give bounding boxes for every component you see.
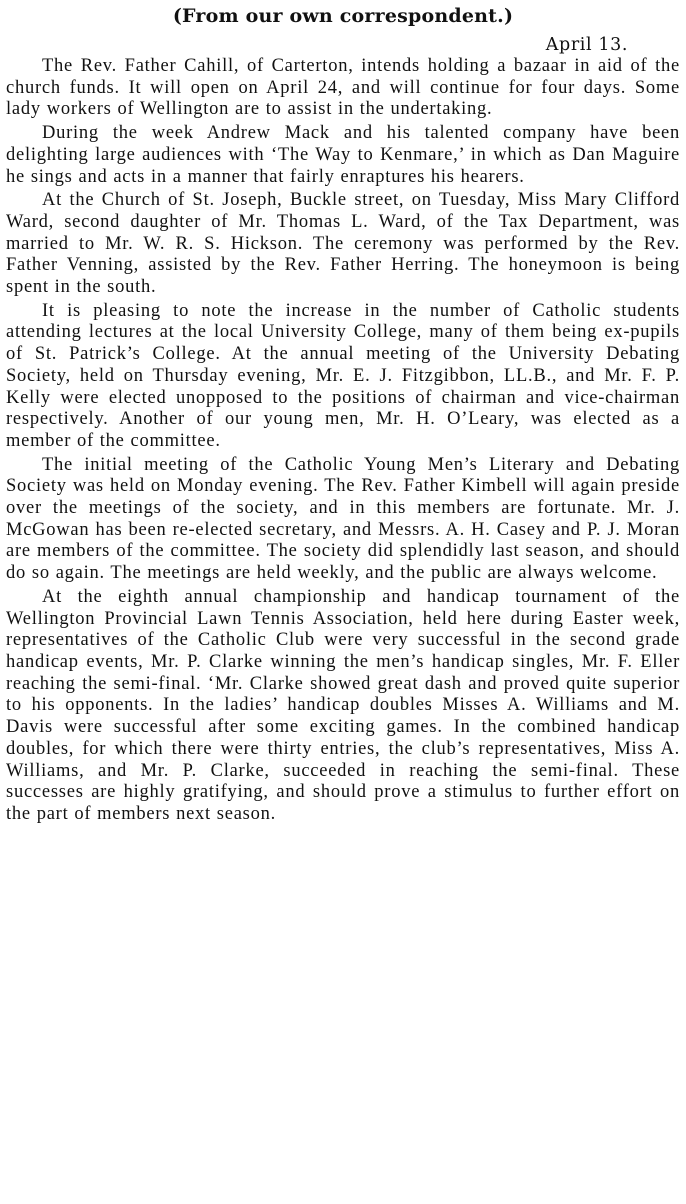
paragraph-bazaar: The Rev. Father Cahill, of Carterton, intends holding a bazaar in aid of the church funds. It will open on April 24, and will continue for four days. Some lady workers of Wellington are to assist in the undertaking. [6, 56, 680, 120]
paragraph-university: It is pleasing to note the increase in the number of Catholic students attending lectures at the local University College, many of them being ex-pupils of St. Patrick’s College. At the annual meeting of the University Debating Society, held on Thursday evening, Mr. E. J. Fitzgibbon, LL.B., and Mr. F. P. Kelly were elected unopposed to the positions of chairman and vice-chairman respectively. Another of our young men, Mr. H. O’Leary, was elected as a member of the committee. [6, 300, 680, 451]
dateline: April 13. [545, 35, 628, 55]
paragraph-theatre: During the week Andrew Mack and his talented company have been delighting large audiences with ‘The Way to Kenmare,’ in which as Dan Maguire he sings and acts in a manner that fairly enraptures his hearers. [6, 123, 680, 187]
correspondent-heading: (From our own correspondent.) [172, 5, 514, 27]
paragraph-debating-society: The initial meeting of the Catholic Young Men’s Literary and Debating Society was held on Monday evening. The Rev. Father Kimbell will again preside over the meetings of the society, and in this members are fortunate. Mr. J. McGowan has been re-elected secretary, and Messrs. A. H. Casey and P. J. Moran are members of the committee. The society did splendidly last season, and should do so again. The meetings are held weekly, and the public are always welcome. [6, 454, 680, 584]
paragraph-tennis: At the eighth annual championship and handicap tournament of the Wellington Provincial Lawn Tennis Association, held here during Easter week, representatives of the Catholic Club were very successful in the second grade handicap events, Mr. P. Clarke winning the men’s handicap singles, Mr. F. Eller reaching the semi-final. ‘Mr. Clarke showed great dash and proved quite superior to his opponents. In the ladies’ handicap doubles Misses A. Williams and M. Davis were successful after some exciting games. In the combined handicap doubles, for which there were thirty entries, the club’s representatives, Miss A. Williams, and Mr. P. Clarke, succeeded in reaching the semi-final. These successes are highly gratifying, and should prove a stimulus to further effort on the part of members next season. [6, 586, 680, 824]
paragraph-wedding: At the Church of St. Joseph, Buckle street, on Tuesday, Miss Mary Clifford Ward, second daughter of Mr. Thomas L. Ward, of the Tax Department, was married to Mr. W. R. S. Hickson. The ceremony was performed by the Rev. Father Venning, assisted by the Rev. Father Herring. The honeymoon is being spent in the south. [6, 190, 680, 298]
